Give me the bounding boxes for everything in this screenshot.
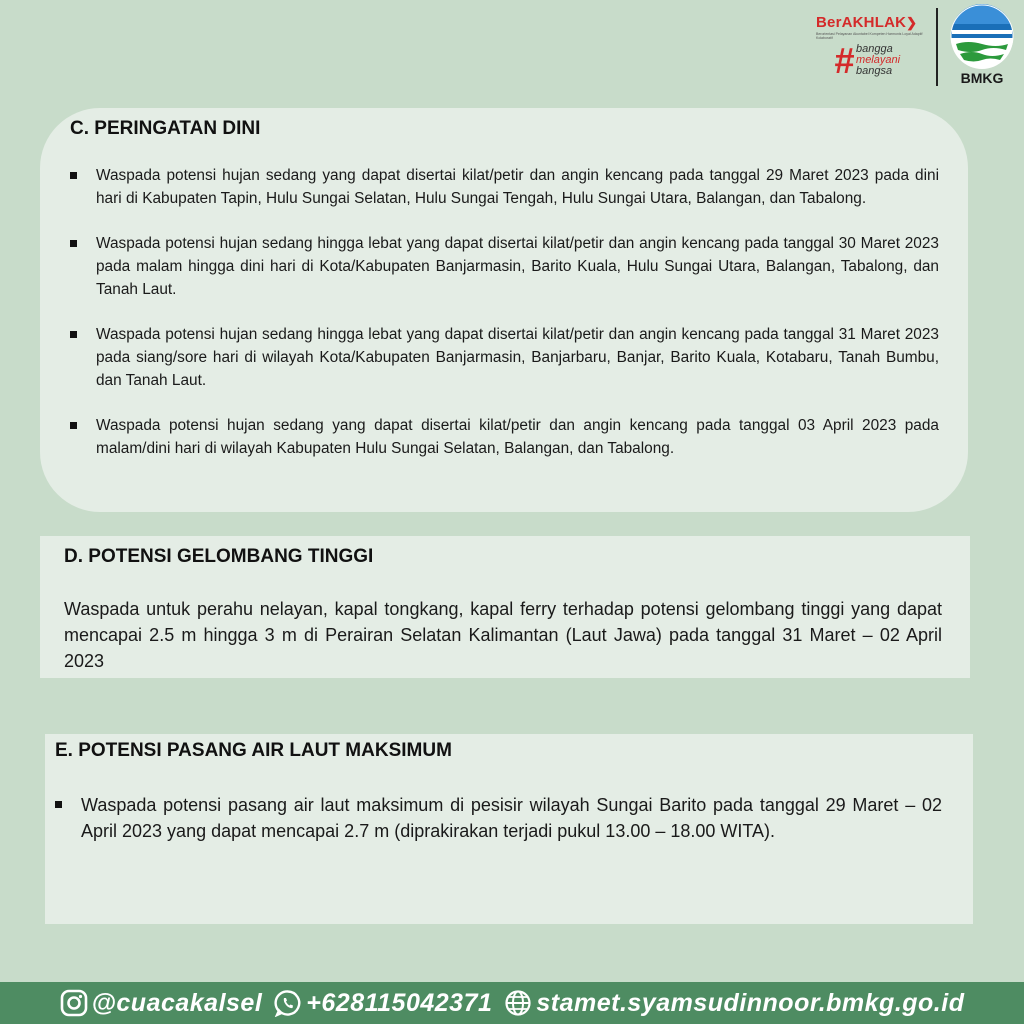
berakhlak-logo	[816, 14, 928, 81]
section-e-heading: E. POTENSI PASANG AIR LAUT MAKSIMUM	[55, 740, 452, 761]
hashtag-icon: #	[834, 39, 855, 81]
list-item-text: Waspada potensi hujan sedang hingga lebat yang dapat disertai kilat/petir dan angin kencang pada tanggal 31 Maret 2023 pada siang/sore hari di wilayah Kota/Kabupaten Banjarmasin, Banjarbaru, Banjar, Barito Kuala, Kotabaru, Tanah Bumbu, dan Tanah Laut.	[96, 326, 939, 389]
bangga-word-2: melayani	[856, 54, 901, 66]
bullet-icon	[70, 331, 77, 338]
bmkg-emblem-icon	[948, 4, 1016, 70]
chevron-icon: ❯	[906, 15, 918, 30]
list-item	[70, 414, 939, 460]
section-c-heading: C. PERINGATAN DINI	[70, 118, 261, 139]
berakhlak-brand: BerAKHLAK	[816, 14, 907, 31]
list-item	[70, 323, 939, 392]
section-d-text: Waspada untuk perahu nelayan, kapal tongkang, kapal ferry terhadap potensi gelombang tinggi yang dapat mencapai 2.5 m hingga 3 m di Perairan Selatan Kalimantan (Laut Jawa) pada tanggal 31 Maret – 02 April 2023	[64, 599, 942, 671]
list-item-text: Waspada potensi hujan sedang yang dapat disertai kilat/petir dan angin kencang pada tanggal 03 April 2023 pada malam/dini hari di wilayah Kabupaten Hulu Sungai Selatan, Balangan, dan Tabalong.	[96, 417, 939, 457]
list-item	[55, 792, 942, 844]
footer-bar	[0, 982, 1024, 1024]
list-item-text: Waspada potensi pasang air laut maksimum di pesisir wilayah Sungai Barito pada tanggal 29 Maret – 02 April 2023 yang dapat mencapai 2.7 m (diprakirakan terjadi pukul 13.00 – 18.00 WITA).	[81, 795, 942, 841]
bangga-word-3: bangsa	[856, 65, 893, 77]
bullet-icon	[70, 422, 77, 429]
bullet-icon	[55, 801, 62, 808]
instagram-icon	[60, 989, 88, 1017]
website-link[interactable]	[504, 989, 964, 1018]
bullet-icon	[70, 240, 77, 247]
list-item-text: Waspada potensi hujan sedang yang dapat disertai kilat/petir dan angin kencang pada tanggal 29 Maret 2023 pada dini hari di Kabupaten Tapin, Hulu Sungai Selatan, Hulu Sungai Tengah, Hulu Sungai Utara, Balangan, dan Tabalong.	[96, 167, 939, 207]
instagram-contact[interactable]	[60, 989, 263, 1018]
bangga-melayani-logo	[834, 39, 928, 81]
section-e-list	[55, 792, 942, 844]
berakhlak-tagline: Berorientasi Pelayanan Akuntabel Kompeten Harmonis Loyal Adaptif Kolaboratif	[816, 32, 923, 40]
section-c-list	[70, 164, 939, 482]
whatsapp-contact[interactable]	[274, 989, 492, 1018]
list-item-text: Waspada potensi hujan sedang hingga lebat yang dapat disertai kilat/petir dan angin kencang pada tanggal 30 Maret 2023 pada malam hingga dini hari di Kota/Kabupaten Banjarmasin, Barito Kuala, Hulu Sungai Utara, Balangan, Tabalong, dan Tanah Laut.	[96, 235, 939, 298]
bmkg-label: BMKG	[960, 70, 1004, 86]
bangga-word-1: bangga	[856, 43, 893, 55]
whatsapp-number: +628115042371	[306, 988, 493, 1017]
logo-divider	[936, 8, 938, 86]
whatsapp-icon	[274, 989, 302, 1017]
instagram-handle: @cuacakalsel	[91, 988, 263, 1017]
section-d-heading: D. POTENSI GELOMBANG TINGGI	[64, 546, 374, 567]
list-item	[70, 164, 939, 210]
list-item	[70, 232, 939, 301]
globe-icon	[504, 989, 532, 1017]
bmkg-logo	[948, 4, 1016, 88]
bullet-icon	[70, 172, 77, 179]
header-logos	[816, 4, 1016, 88]
website-url: stamet.syamsudinnoor.bmkg.go.id	[536, 988, 965, 1017]
